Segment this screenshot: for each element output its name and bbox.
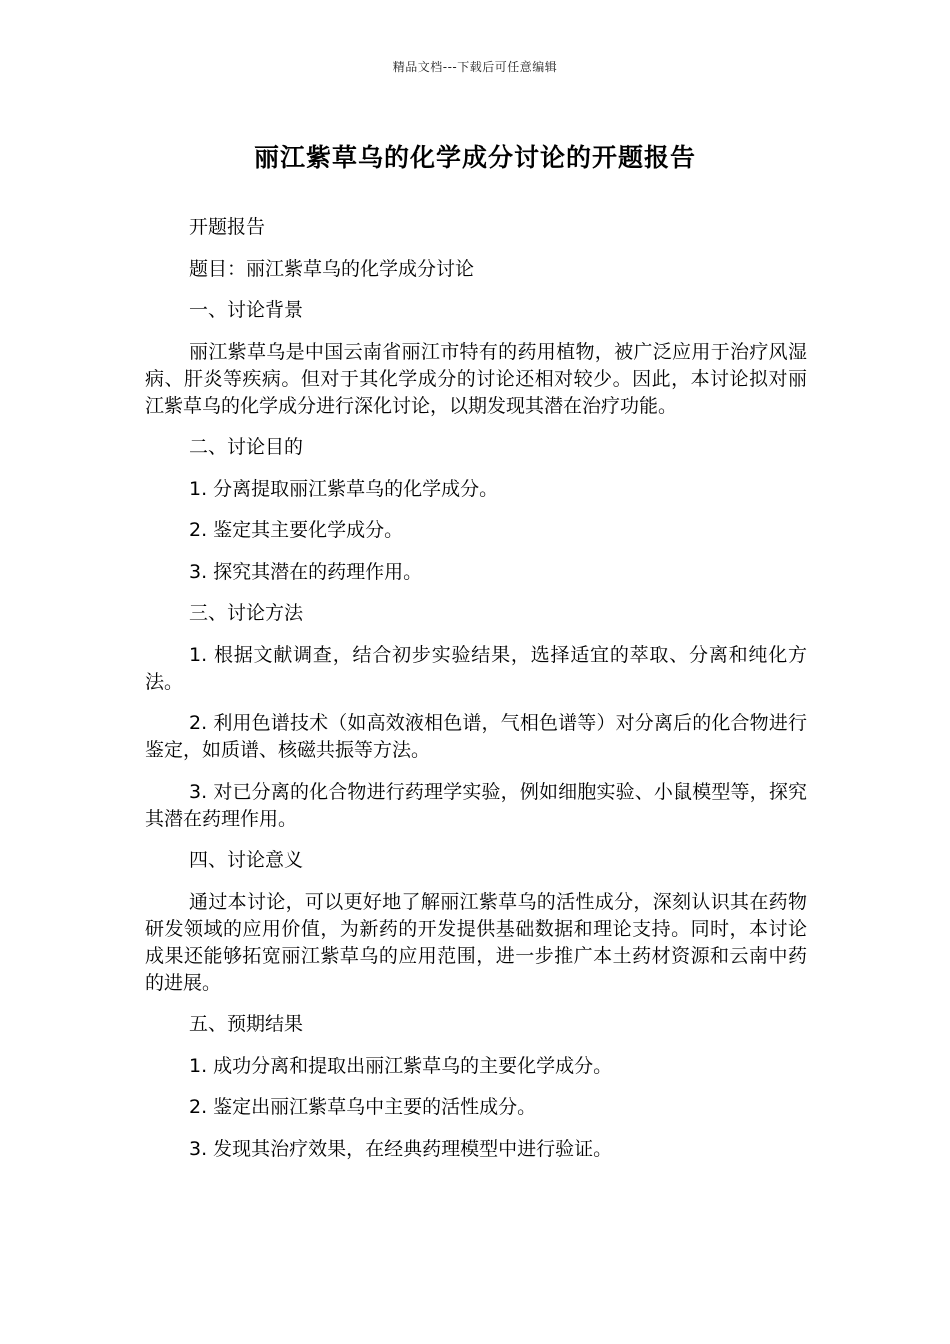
document-body <box>145 214 807 1177</box>
list-item-result-2: 2. 鉴定出丽江紫草乌中主要的活性成分。 <box>189 1096 537 1118</box>
list-item-result-1: 1. 成功分离和提取出丽江紫草乌的主要化学成分。 <box>189 1054 613 1077</box>
paragraph-report-label: 开题报告 <box>189 216 266 238</box>
paragraph-significance: 通过本讨论，可以更好地了解丽江紫草乌的活性成分，深刻认识其在药物研发领域的应用价值，为新药的开发提供基础数据和理论支持。同时，本讨论成果还能够拓宽丽江紫草乌的应用范围，进一步推广本土药材资源和云南中药的进展。 <box>145 890 807 994</box>
header-note: 精品文档---下载后可任意编辑 <box>392 60 558 74</box>
paragraph-background: 丽江紫草乌是中国云南省丽江市特有的药用植物，被广泛应用于治疗风湿病、肝炎等疾病。但对于其化学成分的讨论还相对较少。因此，本讨论拟对丽江紫草乌的化学成分进行深化讨论，以期发现其潜在治疗功能。 <box>145 340 807 417</box>
section-heading-method: 三、讨论方法 <box>189 602 304 624</box>
list-item-method-3: 3. 对已分离的化合物进行药理学实验，例如细胞实验、小鼠模型等，探究其潜在药理作用。 <box>145 780 807 830</box>
list-item-method-1: 1. 根据文献调查，结合初步实验结果，选择适宜的萃取、分离和纯化方法。 <box>145 643 807 693</box>
document-title: 丽江紫草乌的化学成分讨论的开题报告 <box>253 143 696 172</box>
list-item-purpose-1: 1. 分离提取丽江紫草乌的化学成分。 <box>189 477 499 500</box>
list-item-method-2: 2. 利用色谱技术（如高效液相色谱，气相色谱等）对分离后的化合物进行鉴定，如质谱、核磁共振等方法。 <box>145 712 807 761</box>
list-item-purpose-3: 3. 探究其潜在的药理作用。 <box>189 560 423 583</box>
section-heading-purpose: 二、讨论目的 <box>189 436 304 458</box>
section-heading-background: 一、讨论背景 <box>189 299 304 321</box>
list-item-result-3: 3. 发现其治疗效果，在经典药理模型中进行验证。 <box>189 1137 613 1160</box>
paragraph-topic: 题目：丽江紫草乌的化学成分讨论 <box>189 257 475 280</box>
section-heading-significance: 四、讨论意义 <box>189 849 304 871</box>
list-item-purpose-2: 2. 鉴定其主要化学成分。 <box>189 519 404 541</box>
section-heading-expected-results: 五、预期结果 <box>189 1013 304 1035</box>
